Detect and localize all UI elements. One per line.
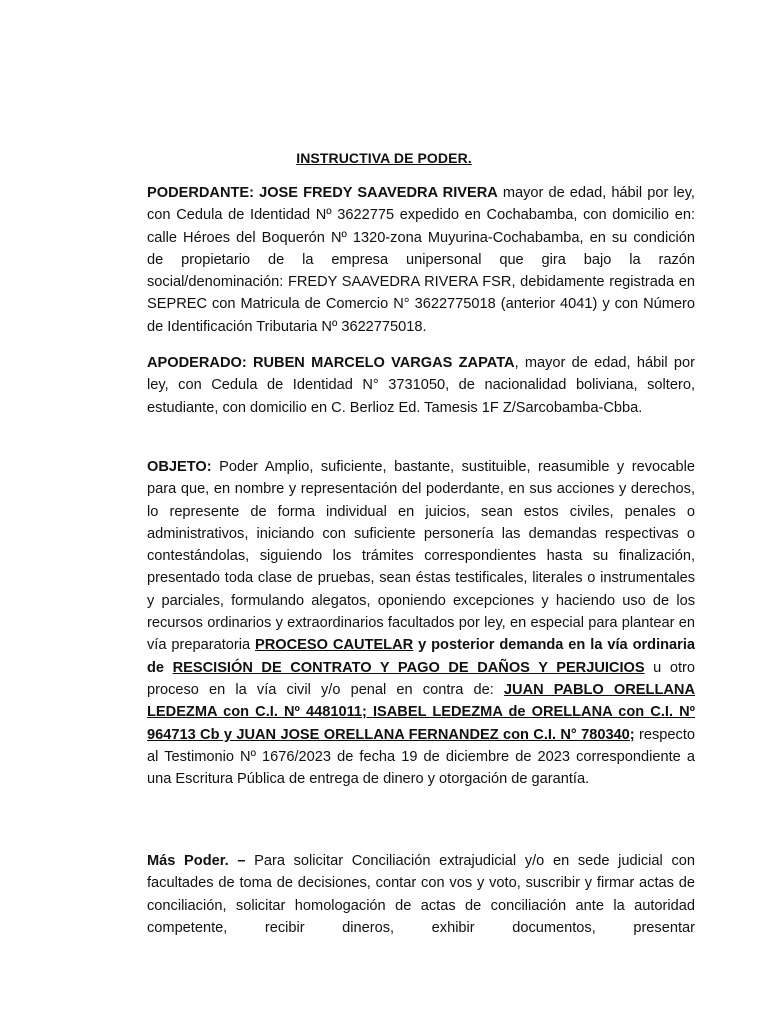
poderdante-text: mayor de edad, hábil por ley, con Cedula de Identidad Nº 3622775 expedido en Cochabamba, con domicilio en: calle Héroes del Boquerón Nº 1320-zona Muyurina-Cochabamba, en su condición de propietario de la empresa unipersonal que gira bajo la razón social/denominación: FREDY SAAVEDRA RIVERA FSR, debidamente registrada en SEPREC con Matricula de Comercio N° 3622775018 (anterior 4041) y con Número de Identificación Tributaria Nº 3622775018. (147, 185, 695, 335)
objeto-text-1: Poder Amplio, suficiente, bastante, sustituible, reasumible y revocable para que, en nombre y representación del poderdante, en sus acciones y derechos, lo represente de forma individual en juicios, sean estos civiles, penales o administrativos, iniciando con suficiente personería las demandas respectivas o contestándolas, siguiendo los trámites correspondientes hasta su finalización, presentado toda clase de pruebas, sean éstas testificales, literales o instrumentales y parciales, formulando alegatos, oponiendo excepciones y haciendo uso de los recursos ordinarios y extraordinarios facultados por ley, en especial para plantear en vía preparatoria (147, 459, 695, 654)
rescision-contrato: RESCISIÓN DE CONTRATO Y PAGO DE DAÑOS Y PERJUICIOS (172, 659, 645, 676)
objeto-paragraph (147, 456, 695, 790)
objeto-label: OBJETO: (147, 459, 212, 475)
posterior-demanda: y posterior demanda en la vía ordinaria de (147, 637, 696, 676)
proceso-cautelar: PROCESO CAUTELAR (255, 637, 414, 654)
poderdante-label: PODERDANTE: JOSE FREDY SAAVEDRA RIVERA (147, 185, 498, 201)
mas-poder-label: Más Poder. – (147, 853, 246, 869)
objeto-text-3: respecto al Testimonio Nº 1676/2023 de fecha 19 de diciembre de 2023 correspondiente a una Escritura Pública de entrega de dinero y otorgación de garantía. (147, 726, 695, 788)
poderdante-paragraph (147, 182, 695, 338)
objeto-text-2: u otro proceso en la vía civil y/o penal en contra de: (147, 659, 696, 698)
apoderado-paragraph (147, 352, 695, 419)
mas-poder-text: Para solicitar Conciliación extrajudicial y/o en sede judicial con facultades de toma de decisiones, contar con vos y voto, suscribir y firmar actas de conciliación, solicitar homologación de actas de conciliación ante la autoridad competente, recibir dineros, exhibir documentos, presentar (147, 853, 695, 936)
apoderado-text: , mayor de edad, hábil por ley, con Cedula de Identidad N° 3731050, de nacionalidad boliviana, soltero, estudiante, con domicilio en C. Berlioz Ed. Tamesis 1F Z/Sarcobamba-Cbba. (147, 355, 695, 416)
mas-poder-paragraph (147, 850, 695, 939)
apoderado-label: APODERADO: RUBEN MARCELO VARGAS ZAPATA (147, 355, 515, 371)
document-title: INSTRUCTIVA DE PODER. (296, 150, 472, 166)
demandados: JUAN PABLO ORELLANA LEDEZMA con C.I. Nº 4481011; ISABEL LEDEZMA de ORELLANA con C.I. Nº 964713 Cb y JUAN JOSE ORELLANA FERNANDEZ con C.I. N° 780340; (147, 681, 695, 743)
